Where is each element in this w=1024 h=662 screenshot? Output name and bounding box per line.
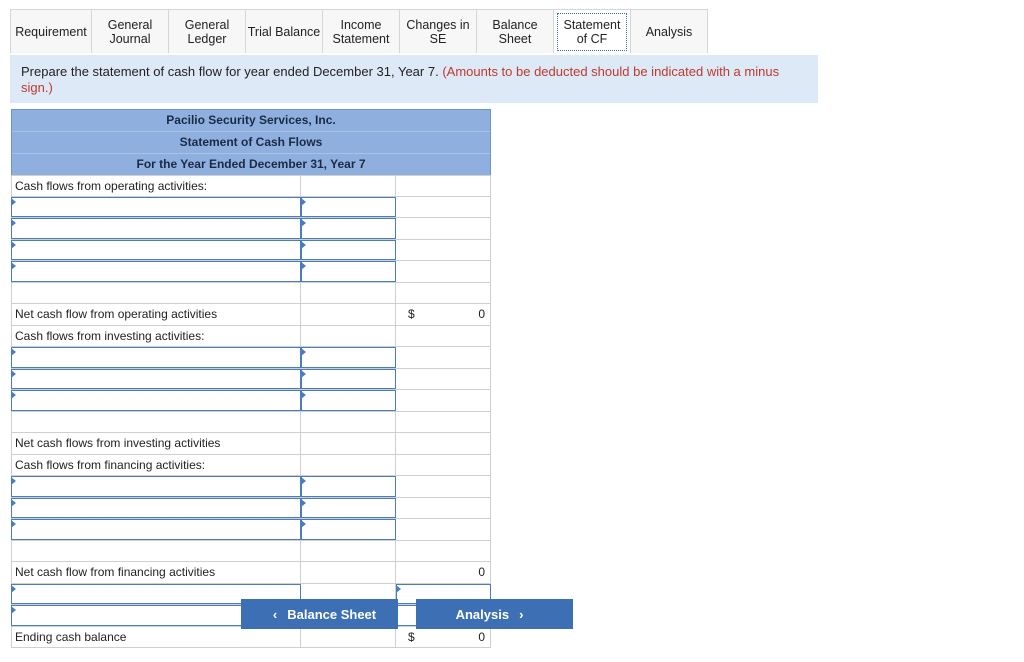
instruction-text: Prepare the statement of cash flow for year ended December 31, Year 7. <box>21 64 443 79</box>
table-row <box>11 197 491 219</box>
tab-analysis[interactable] <box>630 9 708 53</box>
tab-label-2: of CF <box>576 31 608 46</box>
financing-item-3-amount-input[interactable] <box>301 519 396 540</box>
next-analysis-button[interactable] <box>416 599 573 629</box>
investing-item-1-label-input[interactable] <box>11 347 301 368</box>
investing-item-2-label-input[interactable] <box>11 369 301 390</box>
tab-bar <box>10 9 707 55</box>
investing-item-3-label-input[interactable] <box>11 390 301 411</box>
table-row <box>11 519 491 541</box>
operating-header-label: Cash flows from operating activities: <box>11 176 301 196</box>
tab-label: Statement <box>563 17 621 32</box>
tab-label-2: Journal <box>109 31 151 46</box>
statement-header <box>11 109 491 175</box>
table-row <box>11 347 491 369</box>
investing-item-3-amount-input[interactable] <box>301 390 396 411</box>
tab-changes-in-se[interactable] <box>399 9 477 53</box>
financing-item-1-amount-input[interactable] <box>301 476 396 497</box>
section-header-financing <box>11 455 491 477</box>
tab-label-2: Statement <box>332 31 390 46</box>
operating-item-4-label-input[interactable] <box>11 261 301 282</box>
section-header-operating <box>11 175 491 197</box>
tab-requirement[interactable] <box>10 9 92 53</box>
financing-net-row <box>11 562 491 584</box>
dollar-sign: $ <box>408 307 415 321</box>
table-row <box>11 390 491 412</box>
operating-net-value: 0 <box>478 307 485 321</box>
section-header-investing <box>11 326 491 348</box>
dollar-sign: $ <box>408 629 415 644</box>
tab-label: General <box>107 17 153 32</box>
investing-net-row <box>11 433 491 455</box>
investing-header-label: Cash flows from investing activities: <box>11 326 301 347</box>
tab-label-2: SE <box>429 31 447 46</box>
tab-label: General <box>184 17 230 32</box>
table-row <box>11 541 491 563</box>
investing-item-2-amount-input[interactable] <box>301 369 396 390</box>
prev-balance-sheet-button[interactable] <box>241 599 398 629</box>
tab-trial-balance[interactable] <box>245 9 323 53</box>
ending-cash-value: 0 <box>478 629 485 644</box>
operating-item-1-amount-input[interactable] <box>301 197 396 218</box>
ending-cash-label: Ending cash balance <box>11 627 301 648</box>
financing-header-label: Cash flows from financing activities: <box>11 455 301 476</box>
tab-label-2: Sheet <box>498 31 532 46</box>
financing-net-value: 0 <box>478 565 485 579</box>
table-row <box>11 369 491 391</box>
financing-net-label: Net cash flow from financing activities <box>11 562 301 583</box>
table-row <box>11 476 491 498</box>
operating-item-2-label-input[interactable] <box>11 218 301 239</box>
table-row <box>11 240 491 262</box>
instruction-banner <box>10 55 818 103</box>
investing-net-label: Net cash flows from investing activities <box>11 433 301 454</box>
chevron-left-icon: ‹ <box>272 606 278 622</box>
operating-item-4-amount-input[interactable] <box>301 261 396 282</box>
tab-general-ledger[interactable] <box>168 9 246 53</box>
table-row <box>11 218 491 240</box>
chevron-right-icon: › <box>519 606 524 622</box>
financing-item-3-label-input[interactable] <box>11 519 301 540</box>
operating-item-3-label-input[interactable] <box>11 240 301 261</box>
operating-net-label: Net cash flow from operating activities <box>11 304 301 325</box>
operating-item-1-label-input[interactable] <box>11 197 301 218</box>
statement-period: For the Year Ended December 31, Year 7 <box>12 153 490 175</box>
table-row <box>11 261 491 283</box>
tab-label: Income <box>340 17 382 32</box>
tab-label-2: Ledger <box>187 31 227 46</box>
instruction-note: (Amounts to be deducted should be indicated with a minus sign.) <box>21 64 780 95</box>
statement-title: Statement of Cash Flows <box>12 131 490 153</box>
ending-cash-row <box>11 627 491 649</box>
table-row <box>11 498 491 520</box>
operating-item-3-amount-input[interactable] <box>301 240 396 261</box>
tab-label: Analysis <box>645 24 693 39</box>
tab-statement-of-cf[interactable] <box>553 9 631 53</box>
investing-item-1-amount-input[interactable] <box>301 347 396 368</box>
table-row <box>11 283 491 305</box>
tab-label: Balance <box>492 17 538 32</box>
cash-flow-statement <box>11 109 491 648</box>
tab-income-statement[interactable] <box>322 9 400 53</box>
tab-balance-sheet[interactable] <box>476 9 554 53</box>
tab-label: Trial Balance <box>247 24 321 39</box>
operating-net-row <box>11 304 491 326</box>
table-row <box>11 412 491 434</box>
operating-item-2-amount-input[interactable] <box>301 218 396 239</box>
prev-button-label: Balance Sheet <box>287 606 377 622</box>
company-name: Pacilio Security Services, Inc. <box>166 113 336 127</box>
tab-label: Changes in <box>406 17 470 32</box>
tab-general-journal[interactable] <box>91 9 169 53</box>
financing-item-2-amount-input[interactable] <box>301 498 396 519</box>
financing-item-2-label-input[interactable] <box>11 498 301 519</box>
financing-item-1-label-input[interactable] <box>11 476 301 497</box>
next-button-label: Analysis <box>455 606 510 622</box>
tab-label: Requirement <box>15 24 87 39</box>
